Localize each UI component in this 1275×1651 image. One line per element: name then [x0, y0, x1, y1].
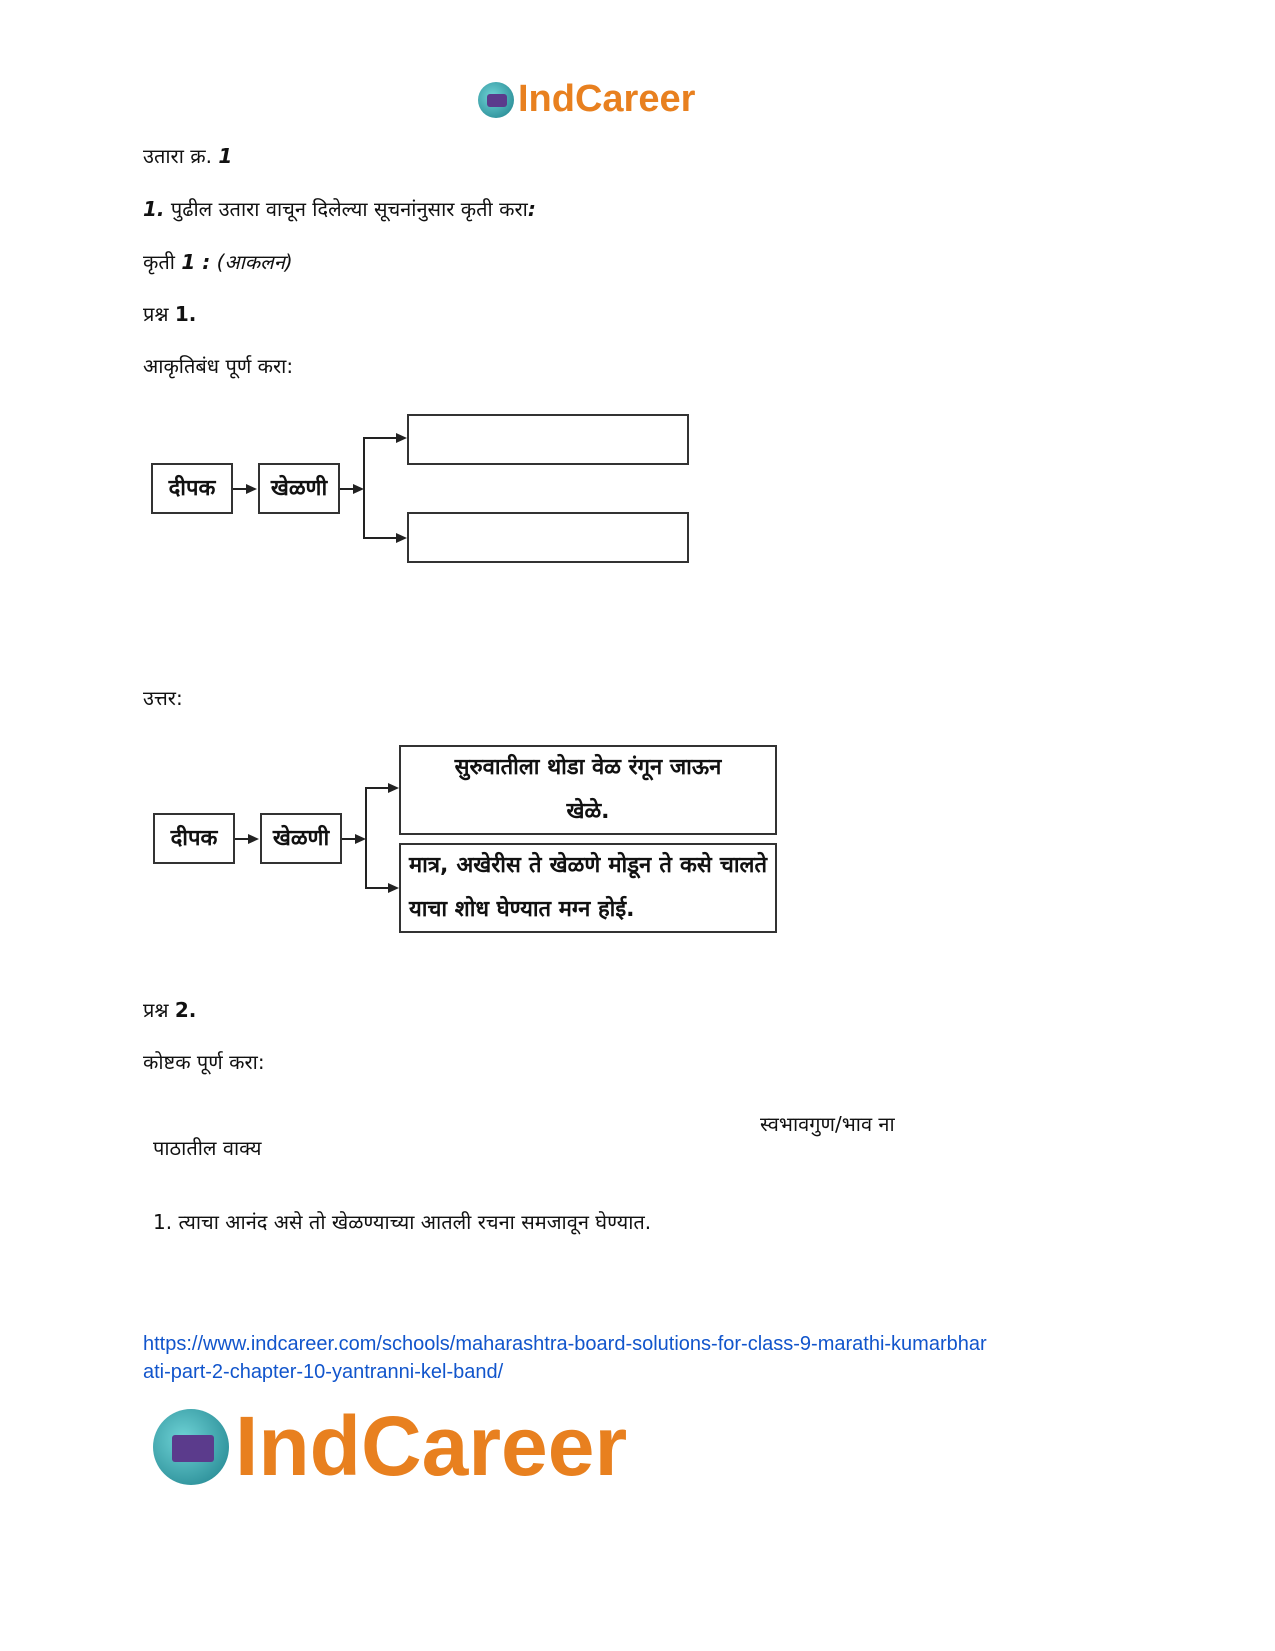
logo-globe-icon: [478, 82, 514, 118]
instruction: 1. पुढील उतारा वाचून दिलेल्या सूचनांनुसार कृती करा:: [143, 197, 536, 221]
logo-globe-icon: [153, 1409, 229, 1485]
passage-heading: उतारा क्र. 1: [143, 144, 233, 168]
arrow-icon: [396, 533, 407, 543]
table-row-1-sentence: 1. त्याचा आनंद असे तो खेळण्याच्या आतली रचना समजावून घेण्यात.: [153, 1210, 652, 1234]
logo-text: IndCareer: [518, 78, 696, 120]
blank-answer-box-1[interactable]: [407, 414, 689, 465]
node-deepak: दीपक: [153, 813, 235, 864]
answer-box-1: सुरुवातीला थोडा वेळ रंगून जाऊन खेळे.: [399, 745, 777, 835]
question-2-instruction: कोष्टक पूर्ण करा:: [143, 1050, 265, 1074]
question-2-label: प्रश्न 2.: [143, 998, 197, 1022]
logo-text: IndCareer: [235, 1399, 628, 1493]
header-logo: [478, 78, 695, 121]
node-toy: खेळणी: [260, 813, 342, 864]
node-toy: खेळणी: [258, 463, 340, 514]
question-1-label: प्रश्न 1.: [143, 302, 197, 326]
activity-heading: कृती 1 : (आकलन): [143, 250, 293, 274]
footer-logo: [153, 1398, 627, 1495]
arrow-icon: [246, 484, 257, 494]
source-link[interactable]: https://www.indcareer.com/schools/maharashtra-board-solutions-for-class-9-marathi-kumarbhar ati-part-2-chapter-10-yantranni-kel-band/: [143, 1333, 987, 1383]
node-deepak: दीपक: [151, 463, 233, 514]
arrow-icon: [388, 783, 399, 793]
arrow-icon: [388, 883, 399, 893]
answer-box-2: मात्र, अखेरीस ते खेळणे मोडून ते कसे चालते याचा शोध घेण्यात मग्न होई.: [399, 843, 777, 933]
table-header-sentence: पाठातील वाक्य: [153, 1136, 262, 1160]
table-header-trait: स्वभावगुण/भाव ना: [760, 1112, 895, 1136]
arrow-icon: [396, 433, 407, 443]
question-1-instruction: आकृतिबंध पूर्ण करा:: [143, 354, 294, 378]
blank-answer-box-2[interactable]: [407, 512, 689, 563]
answer-label: उत्तर:: [143, 686, 183, 710]
arrow-icon: [248, 834, 259, 844]
